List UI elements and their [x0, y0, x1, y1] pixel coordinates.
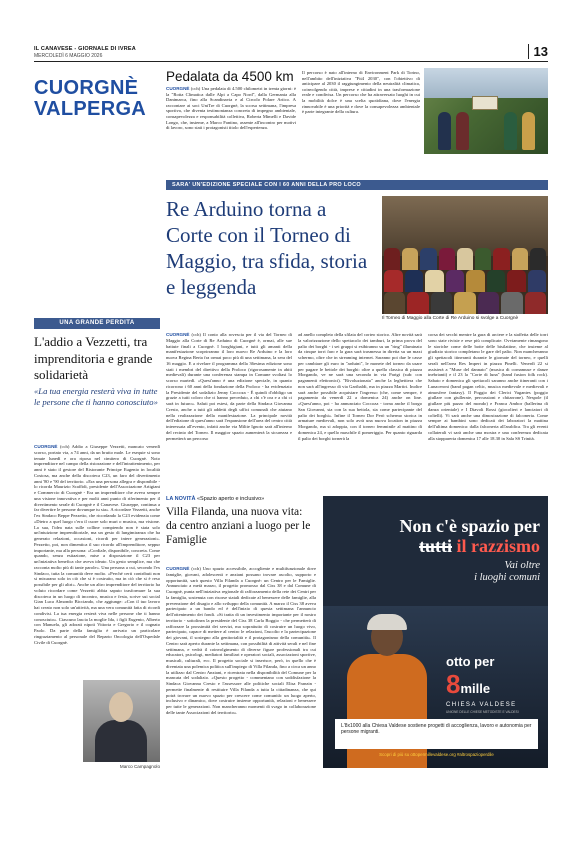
pedalata-body-col1 — [166, 86, 296, 172]
mille-text: mille — [460, 681, 491, 696]
vezzetti-body-tail — [34, 680, 80, 772]
main-article-col3: corsa dei secchi mentre la gara di arciere e la staffetta delle torri sono state rivisie e rese più complicate. Ovviamente rimangono le storiche come delle botte delle bisilattine, che insieme al giudizio storico completano le gare del palio. Non mancheranno gli spettacoli itineranti durante le giornate del torneo, e quelli serali nell'area Res Impert in piazza Pinelli. Venerdì 22 si assisterà a "Muse del dannato" (musica di cornamuse e danze inebrianti) e il 23 la "Corte di luna" (band fusion folk rock). Sabato e domenica gli spettacoli saranno anche itineranti con i Lunaceroni (band pagan celtic, musica medievale e medievali e atmosfere fantasy). Il Poggio dei Clerici Vagantes (poggio giullare con giullerate, percussioni e chitarrone). Nespole (il giullare più pazzo del mondo) e Franca Ambor (ballerina di danza orientale) e I Diavoli Rossi (giocolieri e lanciatori di coltelli). Vi sarà anche una dimostrazione di falconeria. Come sempre ai bambini sono dedicati dei laboratori la mattina dell'ultima domenica: dalla falconeria all'araldica. Tra gli eventi collaterali vi sarà anche una mostra e una conferenza dedicata alla stoppareria domenica 17 alle 18.30 in Sala SS Trinità. — [428, 332, 548, 441]
page-header — [34, 42, 548, 62]
vezzetti-text: (cch) Addio a Giuseppe Vezzetti, mancato venerdì scorso, portato via, a 74 anni, da un brutto male. Le esequie si sono tenute lunedì e ora riposa nel cimitero di Cuorgnè. Noto imprenditore nel campo della ristorazione e dell'intrattenimento, per anni è stato il gestore del Ristorante Principe Eugenio in località Costosa, ma anche della discoteca C23, un faro del divertimento anni '80 e '90 del territorio. «Era una persona allegra e disponibile - lo ricorda Maurizio Scaffidi, presidente dell'Associazione Artigiani e Commercio di Cuorgnè - Era un imprenditore che aveva sempre una visione innovativa e per molti anni punto di riferimento per il divertimento serale di Cuorgnè e il Canavese. Giuseppe, continua a far divertire le persone dovunque tu sia». A ricordare Vezzetti, anche l'ex Sindaco Beppe Pezzetto, che ricordando la C23 evidenzia come «Dietro a quel luogo c'era il cuore solo muri o musica, ma visione. La sua, l'idea nata sulle colline compiendo non è stata solo un'intuizione imprenditoriale, ma un gesto di lungimiranza che ha generato relazioni, occasioni, ricordi per intere generazioni». Pezzetto, poi, non dimentica il suo ricordo all'imprenditore, seppur importante, ma alla persona: «Cordiale, disponibile, concreta. Come quando, senza esitazione, mise a disposizione il C23 per un'iniziativa benefica che aveva ideato. Un gesto semplice, ma che racconta molto più di tante parole». Una persona a cui, secondo l'ex Sindaco, tutta la comunità deve molto. «Perché certi contributi non si misurano solo in ciò che si è costruito, ma in ciò che si è reso possibile per gli altri». Anche un altro imprenditore del territorio ha voluto ricordare come Vezzetti abbia saputo trasformare la sua discoteca in un luogo di incontro, musica e festa, scrive sui social Gian Luca Almondo Bicciando, che aggiunge: «Con il tuo lavoro hai creato non solo un'attività, ma una vera comunità fatta di ricordi condivisi. La tua energia resterà viva nelle persone che ti hanno conosciuto». Ciascuno lascia la moglie Ida, i figli Eugenio, Alberto con Manuela, gli adorati nipoti Vittoria e Gregorio e il cognato Paolo. Da parte della famiglia è arrivato un particolare ringraziamento al personale del Reparto Oncologia dell'Ospedale Civile di Cuorgnè. — [34, 444, 160, 645]
vezzetti-headline: L'addio a Vezzetti, tra imprenditoria e grande solidarietà — [34, 334, 153, 382]
main-lead: CUORGNÈ — [166, 332, 190, 337]
main-photo-caption: Il Torneo di Maggio alla Corte di Re Arduino si svolge a Cuorgnè — [382, 316, 519, 321]
pedalata-text-1: (cch) Una pedalata di 4.500 chilometri in trenta giorni: è la "Rotta Climatica dalle Alpi a Capo Nord", dalla Germania alla Danimarca, fino alla Scandinavia e al Circolo Polare Artico. A raccontare ai soci UniTre di Cuorgnè, la scorsa settimana, l'impresa sportiva, che diventa testimonianza concreta di impegno ambientale, consapevolezza e responsabilità collettiva, Roberta Mimelli e Davide Longo, che, insieme, a Marco Fantino, assente all'incontro per motivi di lavoro, sono stati i protagonisti titolo dell'esperienza. — [166, 86, 296, 131]
otto-number: 8 — [446, 669, 461, 699]
pedalata-lead: CUORGNÈ — [166, 86, 190, 91]
filanda-headline: Villa Filanda, una nuova vita: da centro anziani a luogo per le Famiglie — [166, 506, 311, 546]
ad-headline — [335, 516, 540, 556]
photo-credit: Marco Campagnolo — [119, 764, 160, 769]
main-article-col2: ad anello completo della sfilata del corteo storico. Altre novità sarà la valorizzazione dello spettacolo dei tamburi, la prima prova del palio dei borghi - i sei gruppi si esibiranno su un "ring" illuminato da cinque torri faro e la gara sarà trasmessa in diretta su un maxi schermo, oltre che in streaming internet. Saranno poi due le casse per cambiare gli euro in "arduini", le monete del torneo da usare per pagare le bettole dei borghi: oltre a quella classica di piazza Morgando, ve ne sarà una seconda in via Parigi (sub: con pagamenti elettronici). "Rivoluzionata" anche la leghettiera che non sarà all'ingresso di via Garibaldi, ma in piazza Martiri. Inoltre sarà anche possibile acquistare l'ingresso (che, come sempre, è pagamento da venerdì 22 a domenica 24) anche on line. «Quest'anno, poi - ha annunciato Coccoza - torna anche il borgo San Giovanni, sia con la sua bettola, sia come partecipante del palio dei borghi». Infine il Torneo Dor Però schermo storica in armature medievali, non solo avrà una nuova location in piazza Morgando, ma si adoppia, con il torneo femminile al mattino di domenica 24, e quello maschile il pomeriggio. Per quanto riguarda il palio dei borghi tornerà la — [298, 332, 422, 441]
ad-subline — [335, 560, 540, 584]
rotta-sign — [472, 96, 498, 110]
vezzetti-portrait — [83, 680, 160, 762]
ad-sub2: i luoghi comuni — [474, 572, 540, 583]
pedalata-photo — [424, 68, 548, 154]
vezzetti-section-label: UNA GRANDE PERDITA — [34, 318, 160, 329]
chiese-union: UNIONE DELLE CHIESE METODISTE E VALDESI — [446, 710, 519, 714]
vezzetti-quote: «La tua energia resterà viva in tutte le persone che ti hanno conosciuto» — [34, 386, 158, 408]
chiesa-valdese: CHIESA VALDESE — [446, 702, 517, 708]
main-photo — [382, 196, 548, 314]
pedalata-headline: Pedalata da 4500 km — [166, 69, 294, 84]
ottopermille-logo — [446, 654, 542, 714]
filanda-body — [166, 566, 316, 772]
filanda-label: LA NOVITÀ — [166, 496, 196, 502]
ad-sub1: Vai oltre — [504, 560, 540, 571]
ad-line1: Non c'è spazio per — [399, 516, 540, 536]
filanda-text: (cch) Uno spazio accessibile, accogliente e multifunzionale dove famiglie, giovani, adolescenti e anziani possano trovare ascolto, supporto e opportunità, sarà questo Villa Filanda a Cuorgnè: un Centro per le Famiglie. Annunciato a metà marzo, il progetto promosso dal Ciss 38 e dal Comune di Cuorgnè, punta nell'iniziativa regionale di rafforzamento della rete dei Centri per la famiglia, sostenuta con risorse statali dedicate al benessere delle famiglie, alla prevenzione del disagio e allo sviluppo della comunità. A marzo il Ciss 38 aveva partecipato a un bando ed è dell'inizio di questa settimana l'annuncio dell'ottenimento dei fondi. «Si tratta di un investimento importante per il nostro territorio - sottolinea la presidente del Ciss 38 Carla Boggio - che permetterà di rafforzare la prossimità dei servizi, ma soprattutto di costruire un luogo vivo, partecipato, capace di mettere al centro le relazioni, l'ascolto e la partecipazione dei giovani, il sostegno alla genitorialità e il protagonismo della comunità». Il Centro sarà aperto durante la settimana, con possibilità di attività serali e nel fine settimana, e vedrà il coinvolgimento di diverse figure professionali tra cui educatori, psicologi, mediatori familiari e operatori sociali, associazioni sportive, musicali, culturali, ecc. Il progetto sociale si inserisce, però, in quello che è diventata una polemica politica sull'impiego di Villa Filanda, fino a circa un anno la utilizzo dal Centro Anziani, e ricentrata nella disponibilità del Comune per la mancata del sodalizio. «Questo progetto - commentano con soddisfazione la Sindaca Giovanna Cresto e l'assessore alle politiche sociali Elisa Franzin - permette finalmente di restituire Villa Filanda a tutta la cittadinanza, che qui potrà trovare un nuovo spazio per crescere come comunità: un luogo aperto, inclusivo e dinamico, dove costruire insieme opportunità, relazioni e benessere per tutte le generazioni. Non mancheranno momenti di svago in collaborazione delle tante Associazioni del territorio». — [166, 566, 316, 715]
ad-strike-word: tutti — [419, 536, 453, 556]
ad-line2: il razzismo — [456, 536, 540, 556]
main-article-col1 — [166, 332, 292, 492]
filanda-lead: CUORGNÈ — [166, 566, 190, 571]
pedalata-body-col2: Il percorso è nato all'interno di Environment Park di Torino, nell'ambito dell'iniziativa "Fit4 2030", con l'obiettivo di anticipare al 2030 il raggiungimento della neutralità climatica, coinvolgendo città, imprese e cittadini in una trasformazione reale e condivisa. Un percorso che ha attraversato luoghi in cui la mobilità dolce è una scelta quotidiana, dove l'energia rinnovabile è una priorità e dove la consapevolezza ambientale è parte integrante della cultura. — [302, 70, 420, 115]
section-town-title: CUORGNÈ VALPERGA — [34, 77, 147, 120]
main-text-1: (cch) Il conto alla rovescia per il via del Torneo di Maggio alla Corte di Re Arduino di Cuorgnè è, ormai, alle sue battute finali a Cuorgnè. I borghigiani, e tutti gli amanti della manifestazione scoprirranno il loro nuovo Re Arduino e la loro nuova Regina Berta fra ormai poco più di una settimana, la sera del 16 maggio. E a rivelare il programma della 36esima edizione sono stati i membri del direttivo della Proloco (rigorosamente in abiti medievali) durante una conferenza stampa in Comune svoltasi lo scorso martedì. «Quest'anno è una edizione speciale, in quanto ricorrono i 60 anni della fondazione della Proloco - ha evidenziato la Presidente del sodalizio Jenny Coccoza - È quindi d'obbligo un grazie a tutti coloro che ci hanno preceduto, a chi c'è ora e a chi ci sarà in futuro». Saluti poi estesi, da parte della Sindaca Giovanna Cresto, anche a tutti gli addetti degli uffici comunali che aiutano nella realizzazione della manifestazione. La principale novità dell'edizione di quest'anno sarà l'espansione dell'area del centro città interessata all'evento, infatti anche via Milite Ignoto sarà all'interno del recinto del Torneo. Il maggior spazio aumenterà la sicurezza e permetterà un percorso — [166, 332, 292, 441]
section-banner: SARA' UN'EDIZIONE SPECIALE CON I 60 ANNI DELLA PRO LOCO — [166, 180, 548, 190]
main-headline: Re Arduino torna a Corte con il Torneo di Maggio, tra sfida, storia e leggenda — [166, 197, 368, 299]
vezzetti-lead: CUORGNÈ — [34, 444, 58, 449]
filanda-tagline: «Spazio aperto e inclusivo» — [196, 496, 265, 502]
newspaper-name: IL CANAVESE - GIORNALE DI IVREA — [34, 46, 136, 52]
issue-date: MERCOLEDÌ 6 MAGGIO 2026 — [34, 53, 103, 59]
vezzetti-body — [34, 444, 160, 678]
filanda-kicker — [166, 496, 316, 502]
advertisement-8x1000[interactable] — [323, 496, 548, 768]
ad-url-link[interactable]: Scopri di più su ottopermillevaldese.org #altrospazioperdile — [379, 752, 494, 757]
ad-info-box: L'8x1000 alla Chiesa Valdese sostiene progetti di accoglienza, lavoro e autonomia per persone migranti. — [335, 719, 538, 749]
otto-text: otto per — [446, 654, 495, 669]
page-number: 13 — [528, 44, 548, 59]
